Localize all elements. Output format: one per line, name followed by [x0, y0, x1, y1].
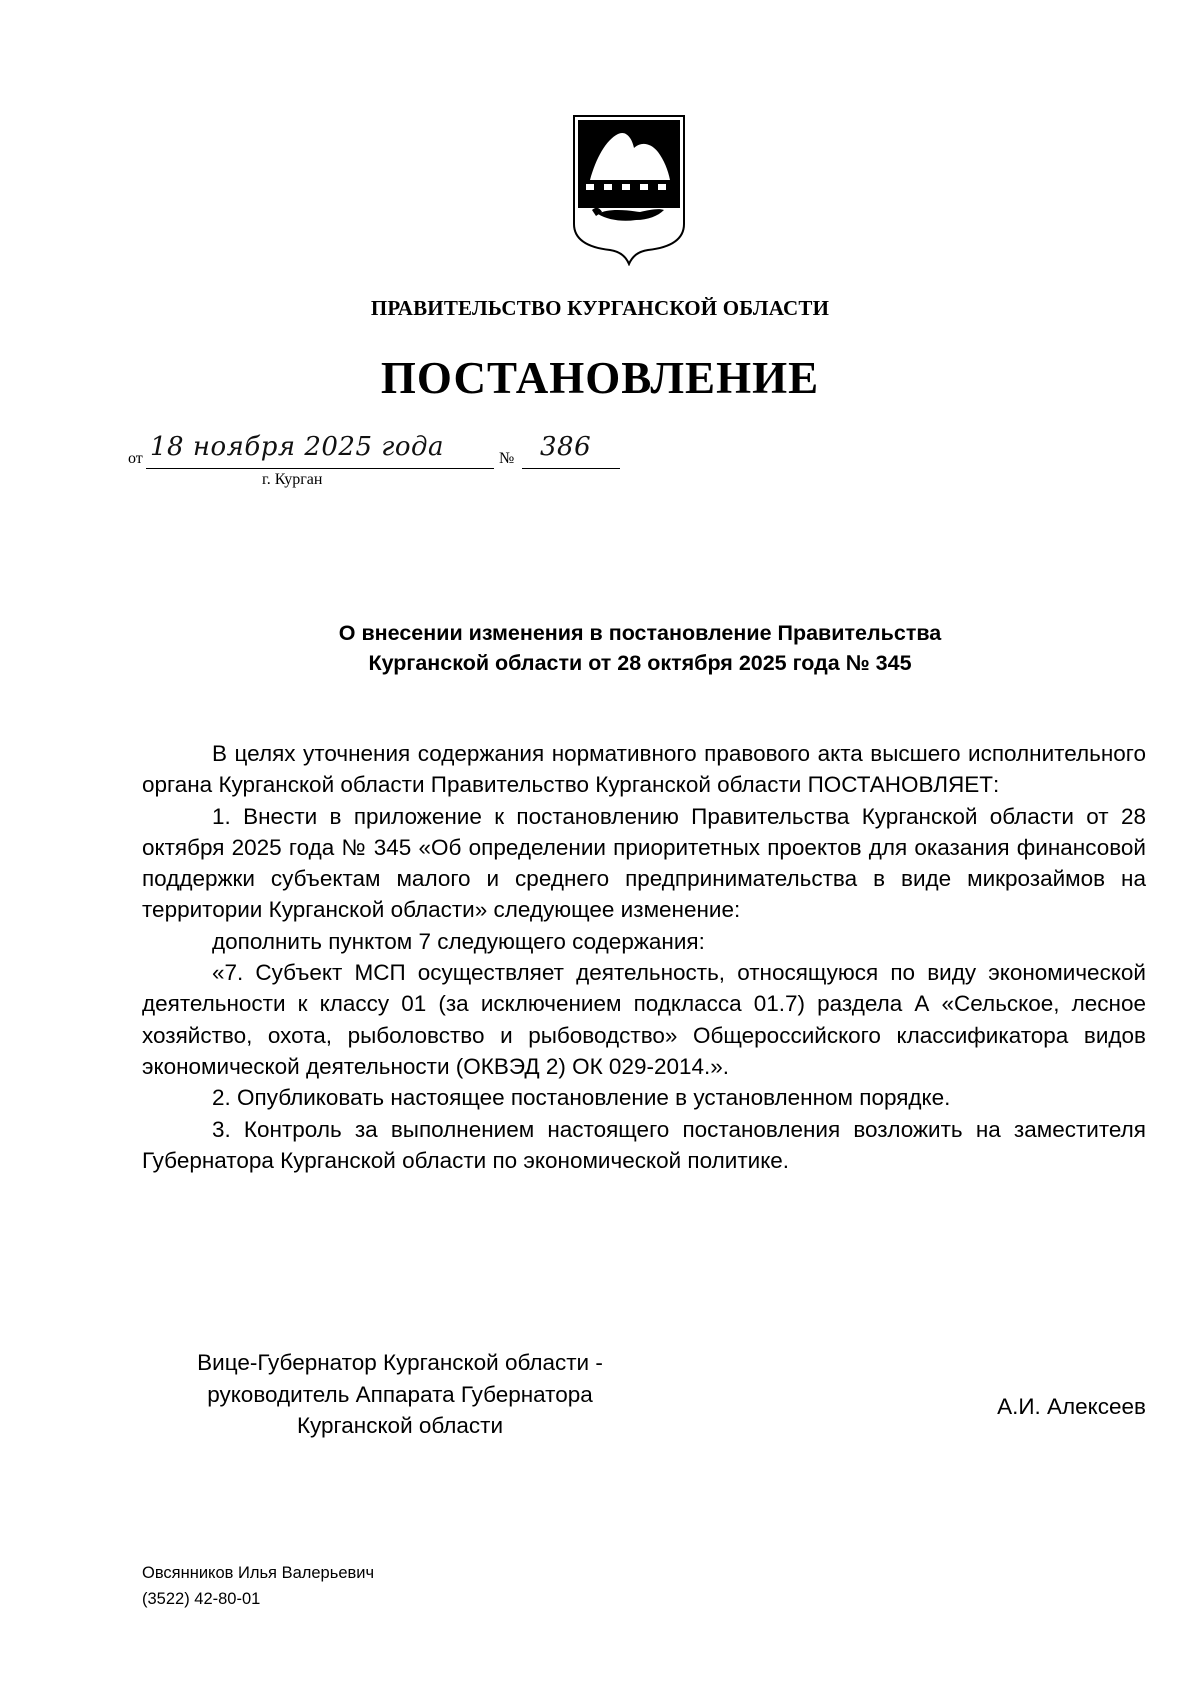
government-title: ПРАВИТЕЛЬСТВО КУРГАНСКОЙ ОБЛАСТИ: [370, 296, 830, 320]
document-type-title: ПОСТАНОВЛЕНИЕ: [380, 353, 820, 403]
item-1-addition-paragraph: дополнить пунктом 7 следующего содержания:: [212, 928, 705, 954]
executor-name: Овсянников Илья Валерьевич: [142, 1564, 375, 1582]
executor-phone: (3522) 42-80-01: [142, 1590, 261, 1608]
executor-contact: [142, 1560, 374, 1612]
subject-line-2: Курганской области от 28 октября 2025 года № 345: [368, 651, 912, 675]
signer-name: А.И. Алексеев: [997, 1394, 1146, 1419]
item-1-quote-paragraph: «7. Субъект МСП осуществляет деятельность, относящуюся по виду экономической деятельности к классу 01 (за исключением подкласса 01.7) раздела А «Сельское, лесное хозяйство, охота, рыболовство и рыбоводство» Общероссийского классификатора видов экономической деятельности (ОКВЭД 2) ОК 029-2014.».: [142, 960, 1146, 1079]
signer-position-line-1: Вице-Губернатор Курганской области -: [197, 1350, 603, 1375]
signer-position-line-2: руководитель Аппарата Губернатора: [207, 1381, 593, 1407]
item-3-paragraph: 3. Контроль за выполнением настоящего постановления возложить на заместителя Губернатора Курганской области по экономической политике.: [142, 1116, 1146, 1173]
item-2-paragraph: 2. Опубликовать настоящее постановление в установленном порядке.: [212, 1085, 951, 1111]
signer-position-line-3: Курганской области: [296, 1413, 504, 1438]
number-underline: [522, 468, 620, 469]
date-underline: [146, 468, 494, 469]
item-1-paragraph: 1. Внести в приложение к постановлению Правительства Курганской области от 28 октября 2025 года № 345 «Об определении приоритетных проектов для оказания финансовой поддержки субъектам малого и среднего предпринимательства в виде микрозаймов на территории Курганской области» следующее изменение:: [142, 803, 1146, 923]
date-prefix: от: [128, 450, 143, 467]
handwritten-date: 18 ноября 2025 года: [150, 432, 445, 462]
document-subject: [160, 618, 1120, 678]
subject-line-1: О внесении изменения в постановление Правительства: [338, 621, 942, 645]
coat-of-arms-emblem: [570, 112, 688, 266]
number-prefix: №: [499, 450, 515, 467]
preamble-paragraph: В целях уточнения содержания нормативного правового акта высшего исполнительного органа Курганской области Правительство Курганской области ПОСТАНОВЛЯЕТ:: [142, 741, 1146, 798]
handwritten-number: 386: [540, 432, 592, 462]
signer-position: [140, 1347, 660, 1442]
document-body: [142, 738, 1146, 1176]
city-label: г. Курган: [262, 471, 323, 488]
